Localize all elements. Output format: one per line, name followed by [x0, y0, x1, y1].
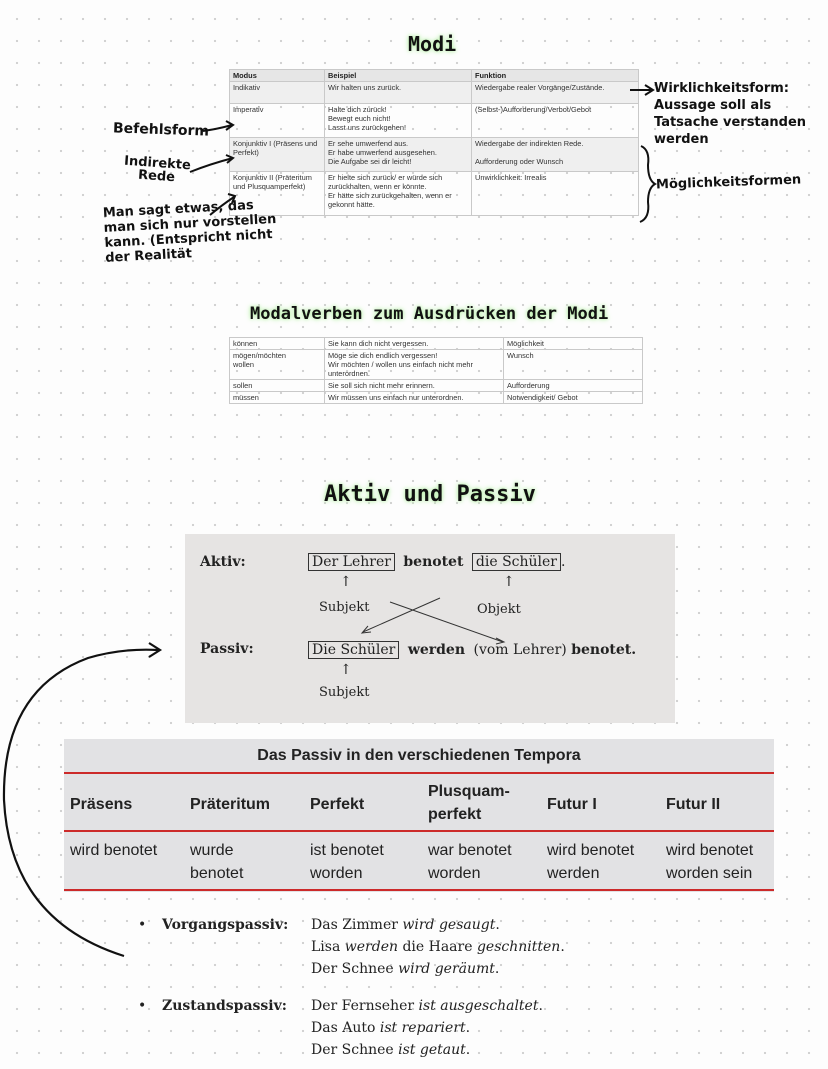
tempora-value-futur-2: wird benotet worden sein: [666, 842, 754, 882]
note-wirklichkeitsform: Wirklichkeitsform: Aussage soll als Tatsache verstanden werden: [654, 81, 807, 147]
tempora-header-praesens: Präsens: [70, 796, 133, 813]
handwritten-marks: [0, 0, 828, 300]
tempora-value-praesens: wird benotet: [70, 842, 158, 859]
table-row: sollen Sie soll sich nicht mehr erinnern. Aufforderung: [230, 380, 643, 392]
man-sagt-arrow-icon: [210, 197, 234, 215]
zustandspassiv-label: Zustandspassiv:: [162, 998, 287, 1014]
list-item: Der Schnee ist getaut.: [311, 1042, 471, 1058]
passiv-verb: benotet.: [571, 642, 637, 658]
cross-arrows-icon: [185, 534, 675, 723]
curve-arrow-icon: [0, 630, 180, 970]
note-befehlsform: Befehlsform: [112, 120, 210, 140]
tempora-header-plusquamperfekt: Plusquam- perfekt: [428, 783, 510, 823]
list-item: Das Zimmer wird gesaugt.: [311, 917, 500, 933]
aktiv-object: die Schüler: [472, 553, 561, 571]
bullet-icon: •: [138, 998, 147, 1014]
aktiv-passiv-box: [185, 534, 675, 723]
zustandspassiv-examples: [311, 995, 543, 1061]
up-arrow-icon: ↑: [340, 662, 352, 678]
tempora-value-perfekt: ist benotet worden: [310, 842, 384, 882]
note-moeglichkeitsformen: Möglichkeitsformen: [655, 172, 802, 193]
table-row: Konjunktiv I (Präsens und Perfekt) Er sehe umwerfend aus. Er habe umwerfend ausgesehen. Die Aufgabe sei dir leicht! Wiedergabe der indirekten Rede. Aufforderung oder Wunsch: [230, 138, 639, 172]
table-row: Konjunktiv II (Präteritum und Plusquamperfekt) Er hielte sich zurück/ er würde sich zurückhalten, wenn er könnte. Er hätte sich zurückgehalten, wenn er gekonnt hätte. Unwirklichkeit: Irrealis: [230, 172, 639, 216]
tempora-header-futur-1: Futur I: [547, 796, 597, 813]
aktiv-subject: Der Lehrer: [308, 553, 395, 571]
up-arrow-icon: ↑: [503, 574, 515, 590]
note-man-sagt: Man sagt etwas, das man sich nur vorstellen kann. (Entspricht nicht der Realität: [102, 198, 277, 266]
list-item: Das Auto ist repariert.: [311, 1020, 471, 1036]
list-item: Der Fernseher ist ausgeschaltet.: [311, 998, 543, 1014]
passiv-subject: Die Schüler: [308, 641, 399, 659]
list-item: Lisa werden die Haare geschnitten.: [311, 939, 565, 955]
aktiv-sentence: Der Lehrer benotet die Schüler .: [308, 554, 565, 570]
heading-aktiv-passiv: Aktiv und Passiv: [324, 482, 536, 507]
tempora-header-praeteritum: Präteritum: [190, 796, 271, 813]
table-row: können Sie kann dich nicht vergessen. Möglichkeit: [230, 338, 643, 350]
indirekte-rede-arrow-icon: [190, 158, 233, 172]
bullet-icon: •: [138, 917, 147, 933]
subjekt-label-2: Subjekt: [319, 685, 370, 700]
tempora-value-futur-1: wird benotet werden: [547, 842, 635, 882]
passiv-agent: (vom Lehrer): [473, 642, 567, 658]
vorgangspassiv-examples: [311, 914, 565, 980]
aktiv-verb: benotet: [403, 554, 464, 570]
table-row: Imperativ Halte dich zurück! Bewegt euch nicht! Lasst uns zurückgehen! (Selbst-)Aufforderung/Verbot/Gebot: [230, 104, 639, 138]
modi-header-modus: Modus: [230, 70, 325, 82]
objekt-label: Objekt: [477, 602, 521, 617]
tempora-value-plusquamperfekt: war benotet worden: [428, 842, 512, 882]
modi-header-beispiel: Beispiel: [325, 70, 472, 82]
brace-icon: [640, 146, 655, 222]
note-indirekte-rede: Indirekte Rede: [123, 153, 192, 186]
vorgangspassiv-label: Vorgangspassiv:: [162, 917, 289, 933]
table-row: mögen/möchten wollen Möge sie dich endlich vergessen! Wir möchten / wollen uns einfach nicht mehr unterordnen. Wunsch: [230, 350, 643, 380]
aktiv-label: Aktiv:: [200, 554, 246, 570]
list-item: Der Schnee wird geräumt.: [311, 961, 500, 977]
modi-header-funktion: Funktion: [472, 70, 639, 82]
tempora-title: Das Passiv in den verschiedenen Tempora: [257, 747, 581, 764]
table-row: Indikativ Wir halten uns zurück. Wiedergabe realer Vorgänge/Zustände.: [230, 82, 639, 104]
passiv-werden: werden: [407, 642, 466, 658]
heading-modalverben: Modalverben zum Ausdrücken der Modi: [250, 304, 609, 324]
tempora-header-futur-2: Futur II: [666, 796, 721, 813]
modalverben-table: [229, 337, 643, 404]
passiv-label: Passiv:: [200, 641, 254, 657]
heading-modi: Modi: [408, 32, 457, 56]
tempora-header-perfekt: Perfekt: [310, 796, 365, 813]
up-arrow-icon: ↑: [340, 574, 352, 590]
table-row: müssen Wir müssen uns einfach nur unterordnen. Notwendigkeit/ Gebot: [230, 392, 643, 404]
tempora-value-praeteritum: wurde benotet: [190, 842, 244, 882]
passiv-sentence: [308, 642, 636, 658]
subjekt-label: Subjekt: [319, 600, 370, 615]
